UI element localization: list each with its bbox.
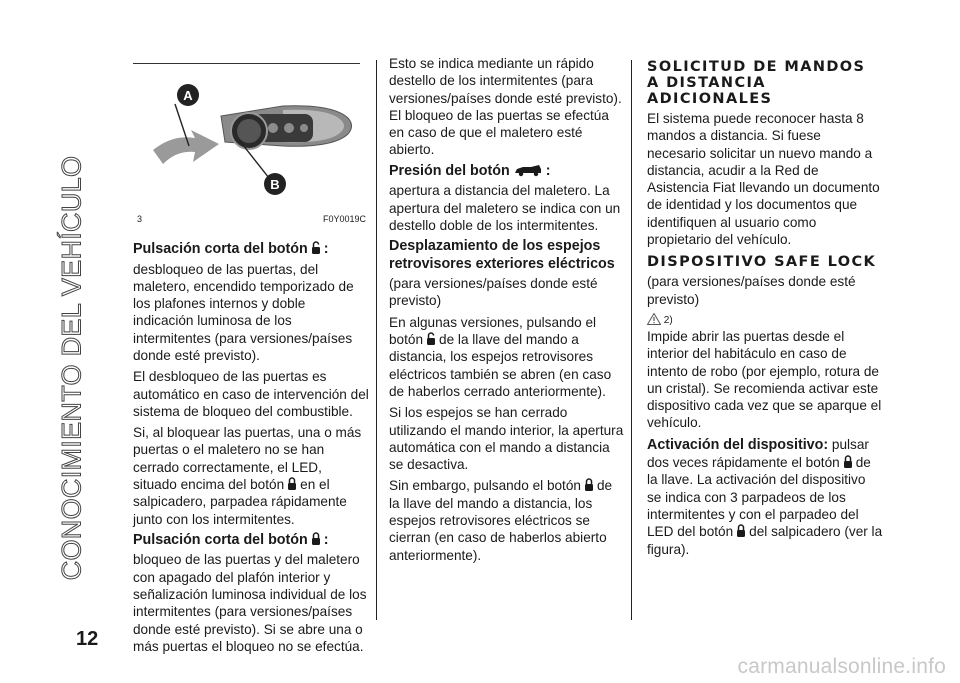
subheading-trunk: Presión del botón :	[389, 162, 551, 179]
lock-icon	[736, 524, 746, 538]
column-divider	[631, 60, 632, 620]
warning-triangle-icon	[647, 313, 661, 325]
figure-code: F0Y0019C	[323, 214, 367, 224]
paragraph: bloqueo de las puertas y del maletero con apagado del plafón interior y señalización luminosa individual de los intermitentes (para versiones/países donde esté previsto). Si se abre una o más puertas el bloqueo no se efectúa.	[133, 552, 367, 654]
column-1	[133, 237, 369, 659]
subheading-lock: Pulsación corta del botón :	[133, 531, 329, 548]
warning-reference: 2)	[647, 312, 883, 328]
lock-icon	[843, 455, 853, 469]
subheading-unlock: Pulsación corta del botón :	[133, 241, 329, 257]
key-fob-illustration	[133, 68, 360, 210]
lock-icon	[287, 477, 297, 491]
section-title: CONOCIMIENTO DEL VEHÍCULO	[56, 155, 87, 581]
column-divider	[376, 60, 377, 620]
lock-icon	[311, 532, 321, 546]
paragraph: En algunas versiones, pulsando el botón de la llave del mando a distancia, los espejos retrovisores eléctricos también se abren (en caso de haberlos cerrado anteriormente).	[389, 314, 612, 399]
paragraph: El desbloqueo de las puertas es automático en caso de intervención del sistema de bloqueo del combustible.	[133, 369, 369, 419]
lock-icon	[584, 478, 594, 492]
figure-number: 3	[137, 214, 143, 224]
paragraph: desbloqueo de las puertas, del maletero, encendido temporizado de los plafones internos y doble indicación luminosa de los intermitentes (para versiones/países donde esté previsto).	[133, 261, 354, 363]
paragraph: Esto se indica mediante un rápido destello de los intermitentes (para versiones/países donde esté previsto). El bloqueo de las puertas se efectúa en caso de que el maletero esté abierto.	[389, 56, 622, 158]
paragraph: Si los espejos se han cerrado utilizando el mando interior, la apertura automática con el mando a distancia se desactiva.	[389, 405, 624, 473]
column-3	[647, 59, 883, 562]
figure-top-rule	[133, 63, 360, 64]
paragraph: Impide abrir las puertas desde el interior del habitáculo en caso de intento de robo (por ejemplo, rotura de un cristal). Se recomienda activar este dispositivo cada vez que se aparque el vehículo.	[647, 328, 882, 431]
heading-extra-remotes: SOLICITUD DE MANDOS A DISTANCIA ADICIONALES	[647, 59, 866, 107]
page-number: 12	[76, 628, 99, 650]
unlock-icon	[311, 241, 321, 255]
paragraph: El sistema puede reconocer hasta 8 mandos a distancia. Si fuese necesario solicitar un nuevo mando a distancia, acudir a la Red de Asistencia Fiat llevando un documento de identidad y los documentos que identifiquen al usuario como propietario del vehículo.	[647, 111, 880, 248]
paragraph: (para versiones/países donde esté previsto)	[389, 276, 598, 309]
paragraph: (para versiones/países donde esté previsto)	[647, 274, 856, 307]
key-fob-figure	[133, 68, 360, 210]
paragraph: Sin embargo, pulsando el botón de la llave del mando a distancia, los espejos retrovisores eléctricos se cierran (en caso de haberlos abierto anteriormente).	[389, 478, 613, 563]
paragraph: Si, al bloquear las puertas, una o más puertas o el maletero no se han cerrado correctamente, el LED, situado encima del botón en el salpicadero, parpadea rápidamente junto con los intermitentes.	[133, 425, 362, 527]
trunk-car-icon	[513, 163, 543, 177]
heading-safe-lock: DISPOSITIVO SAFE LOCK	[647, 254, 877, 271]
watermark: carmanualsonline.info	[737, 655, 946, 678]
column-2	[389, 55, 625, 568]
unlock-icon	[426, 332, 436, 346]
svg-text:A: A	[183, 88, 193, 103]
paragraph: apertura a distancia del maletero. La apertura del maletero se indica con un destello doble de los intermitentes.	[389, 183, 621, 233]
paragraph: Activación del dispositivo: pulsar dos veces rápidamente el botón de la llave. La activación del dispositivo se indica con 3 parpadeos de los intermitentes y con el parpadeo del LED del botón del salpicadero (ver la figura).	[647, 436, 883, 557]
subheading-mirrors: Desplazamiento de los espejos retrovisores exteriores eléctricos	[389, 238, 615, 272]
svg-text:B: B	[270, 177, 280, 192]
